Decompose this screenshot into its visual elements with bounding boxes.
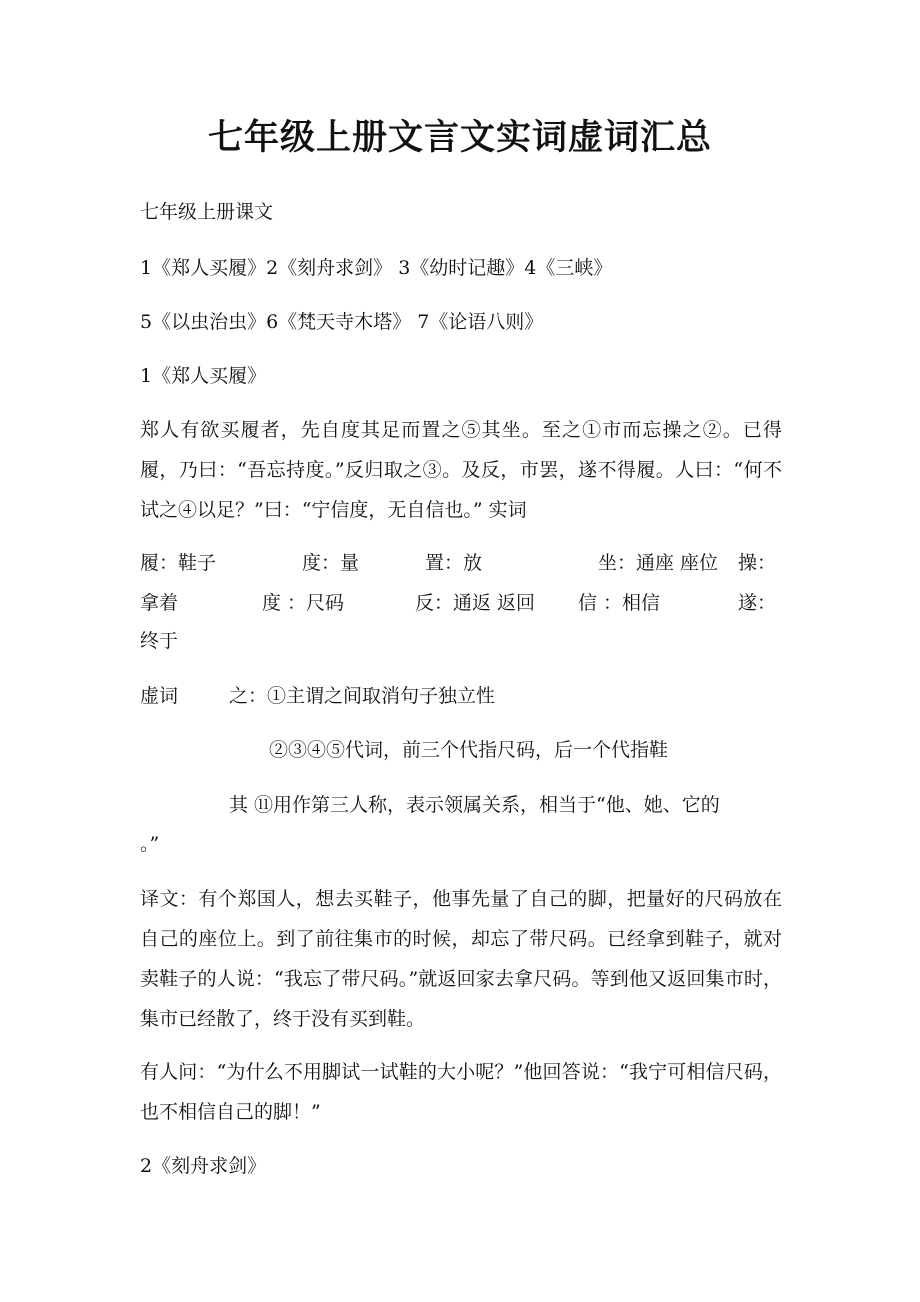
vocab-item: 信 ：相信: [578, 592, 661, 614]
toc-line-1: 1《郑人买履》2《刻舟求剑》 3《幼时记趣》4《三峡》: [140, 257, 613, 279]
xuci-zhi-2: ②③④⑤代词，前三个代指尺码，后一个代指鞋: [269, 739, 669, 761]
xuci-qi: 其 ⑪用作第三人称，表示领属关系，相当于“他、她、它的: [229, 794, 720, 816]
section-2-heading: 2《刻舟求剑》: [140, 1155, 267, 1177]
toc-line-2: 5《以虫治虫》6《梵天寺木塔》 7《论语八则》: [140, 311, 544, 333]
subtitle: 七年级上册课文: [140, 201, 274, 223]
vocab-item: 履：鞋子: [140, 552, 217, 574]
vocab-item: 度 ：尺码: [262, 592, 345, 614]
xuci-zhi-1: 之：①主谓之间取消句子独立性: [229, 685, 496, 707]
xuci-qi-end: 。”: [140, 833, 160, 855]
vocab-item: 置：放: [425, 552, 483, 574]
vocab-item: 操：: [738, 552, 777, 574]
vocab-item: 遂：: [738, 592, 777, 614]
section-1-heading: 1《郑人买履》: [140, 365, 267, 387]
vocab-item: 度：量: [302, 552, 360, 574]
translation-paragraph-2: 有人问：“为什么不用脚试一试鞋的大小呢？”他回答说：“我宁可相信尺码，也不相信自己的脚！”: [140, 1061, 782, 1123]
vocab-row-2: [140, 583, 790, 623]
vocab-item: 反：通返 返回: [415, 592, 536, 614]
vocab-item: 坐：通座 座位: [598, 552, 719, 574]
section-1-text: 郑人有欲买履者，先自度其足而置之⑤其坐。至之①市而忘操之②。已得履，乃曰：“吾忘持度。”反归取之③。及反，市罢，遂不得履。人曰：“何不试之④以足？”曰：“宁信度，无自信也。” 实词: [140, 419, 782, 521]
vocab-row-3: 终于: [140, 630, 179, 652]
xuci-label: 虚词: [140, 685, 179, 707]
vocab-row-1: [140, 543, 790, 583]
translation-paragraph-1: 译文：有个郑国人，想去买鞋子，他事先量了自己的脚，把量好的尺码放在自己的座位上。到了前往集市的时候，却忘了带尺码。已经拿到鞋子，就对卖鞋子的人说：“我忘了带尺码。”就返回家去拿尺码。等到他又返回集市时，集市已经散了，终于没有买到鞋。: [140, 888, 782, 1030]
document-title: 七年级上册文言文实词虚词汇总: [207, 117, 712, 158]
vocab-item: 拿着: [140, 592, 179, 614]
